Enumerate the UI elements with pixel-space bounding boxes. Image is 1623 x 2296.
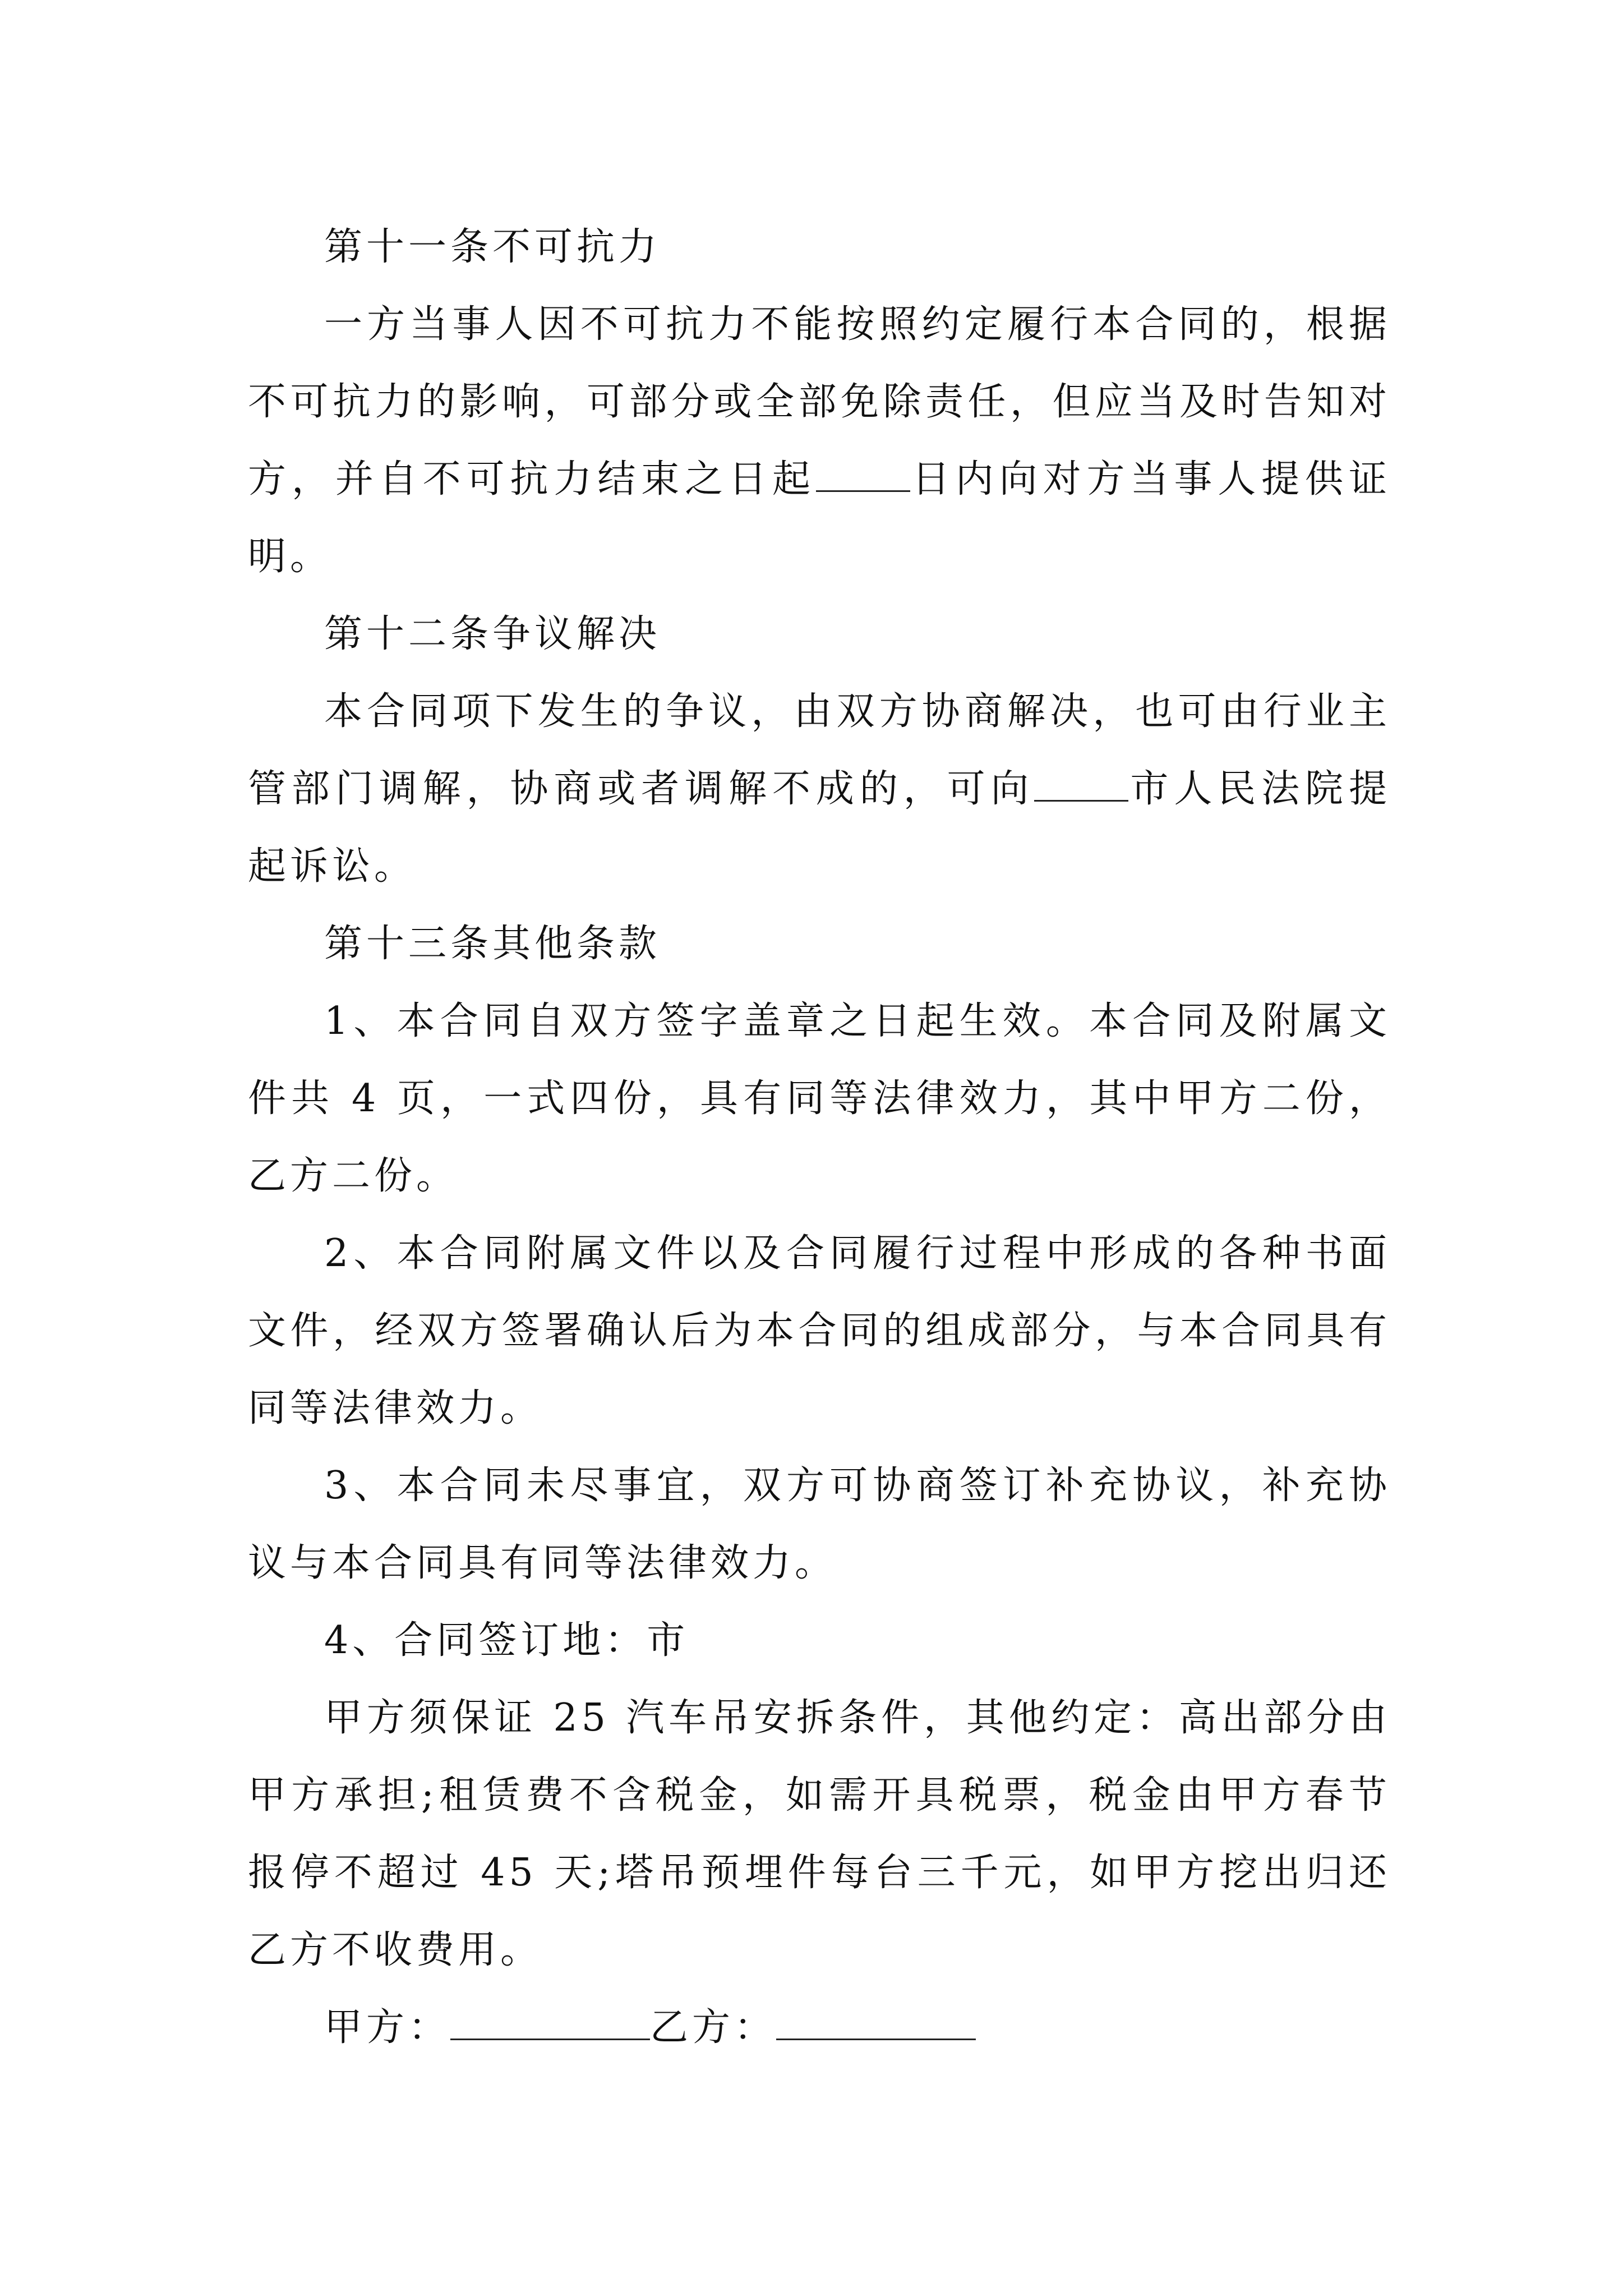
article-13-item-3: 3、本合同未尽事宜，双方可协商签订补充协议，补充协议与本合同具有同等法律效力。: [248, 1464, 1391, 1585]
article-13-item-2: 2、本合同附属文件以及合同履行过程中形成的各种书面文件，经双方签署确认后为本合同的组成部分，与本合同具有同等法律效力。: [248, 1231, 1391, 1430]
court-city-blank-field: [1034, 763, 1128, 802]
party-b-label: 乙方：: [650, 2005, 777, 2050]
document-body: [248, 209, 1391, 2067]
article-12-text-before-blank: 本合同项下发生的争议，由双方协商解决，也可由行业主管部门调解，协商或者调解不成的，可向: [248, 689, 1391, 811]
signature-row: [248, 1989, 1391, 2067]
article-11-paragraph: [248, 286, 1391, 596]
party-b-signature-blank: [776, 2002, 976, 2040]
article-12-title: 第十二条争议解决: [324, 612, 661, 656]
article-11-text-after-blank: 日内向对方当事人提供证明。: [248, 457, 1391, 579]
article-11-text-before-blank: 一方当事人因不可抗力不能按照约定履行本合同的，根据不可抗力的影响，可部分或全部免除责任，但应当及时告知对方，并自不可抗力结束之日起: [248, 302, 1391, 501]
party-a-signature-blank: [450, 2002, 650, 2040]
article-13-title: 第十三条其他条款: [324, 922, 661, 966]
party-a-label: 甲方：: [324, 2005, 451, 2050]
article-12-text-after-blank: 市人民法院提起诉讼。: [248, 767, 1391, 889]
article-13-item-4: 4、合同签订地：市: [324, 1618, 689, 1663]
days-blank-field: [816, 454, 910, 492]
article-11-title: 第十一条不可抗力: [324, 225, 661, 269]
article-13-extra-terms: 甲方须保证 25 汽车吊安拆条件，其他约定：高出部分由甲方承担;租赁费不含税金，如需开具税票，税金由甲方春节报停不超过 45 天;塔吊预埋件每台三千元，如甲方挖出归还乙方不收费用。: [248, 1696, 1391, 1972]
article-12-paragraph: [248, 673, 1391, 905]
article-13-item-1: 1、本合同自双方签字盖章之日起生效。本合同及附属文件共 4 页，一式四份，具有同等法律效力，其中甲方二份，乙方二份。: [248, 999, 1391, 1198]
